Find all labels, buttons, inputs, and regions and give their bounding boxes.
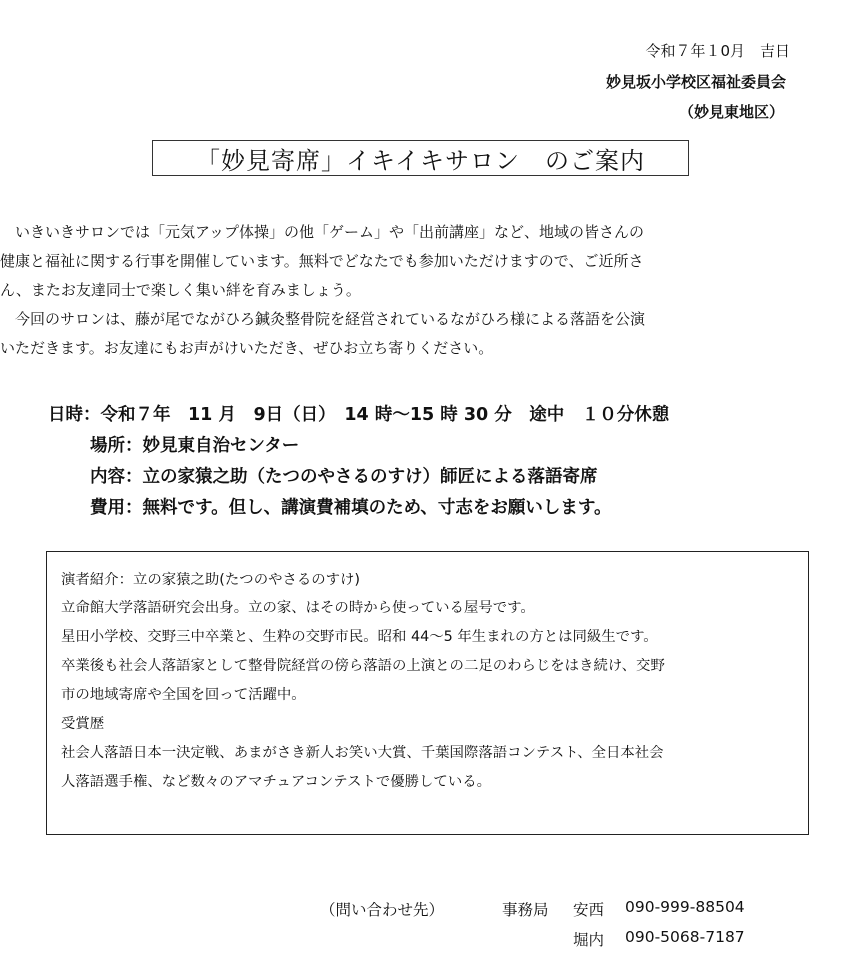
- intro-line: 健康と福祉に関する行事を開催しています。無料でどなたでも参加いただけますので、ご近所さ: [0, 252, 644, 270]
- profile-line: 受賞歴: [61, 716, 105, 732]
- intro-line: いきいきサロンでは「元気アップ体操」の他「ゲーム」や「出前講座」など、地域の皆さんの: [15, 223, 644, 241]
- event-content: 内容：立の家猿之助（たつのやさるのすけ）師匠による落語寄席: [90, 467, 598, 487]
- profile-line: 卒業後も社会人落語家として整骨院経営の傍ら落語の上演との二足のわらじをはき続け、交野: [61, 658, 665, 674]
- profile-line: 市の地域寄席や全国を回って活躍中。: [61, 687, 306, 703]
- contact-person1-name: 安西: [573, 901, 605, 919]
- contact-person2-name: 堀内: [573, 931, 605, 949]
- profile-line: 演者紹介：立の家猿之助(たつのやさるのすけ): [61, 572, 361, 588]
- contact-person2-phone: 090-5068-7187: [625, 928, 745, 946]
- intro-line: 今回のサロンは、藤が尾でながひろ鍼灸整骨院を経営されているながひろ様による落語を公演: [15, 310, 646, 328]
- contact-office: 事務局: [502, 901, 549, 919]
- intro-line: いただきます。お友達にもお声がけいただき、ぜひお立ち寄りください。: [0, 339, 494, 357]
- intro-line: ん、またお友達同士で楽しく集い絆を育みましょう。: [0, 281, 361, 299]
- performer-profile-box: [46, 551, 809, 835]
- profile-line: 星田小学校、交野三中卒業と、生粋の交野市民。昭和 44～5 年生まれの方とは同級生です。: [61, 629, 658, 645]
- contact-person1-phone: 090-999-88504: [625, 898, 745, 916]
- profile-line: 立命館大学落語研究会出身。立の家、はその時から使っている屋号です。: [61, 600, 535, 616]
- page-title: 「妙見寄席」イキイキサロン のご案内: [152, 140, 689, 176]
- event-datetime: 日時：令和７年 11 月 9日（日） 14 時～15 時 30 分 途中 １０分休憩: [48, 405, 670, 425]
- event-place: 場所：妙見東自治センター: [90, 436, 300, 456]
- event-cost: 費用：無料です。但し、講演費補填のため、寸志をお願いします。: [90, 498, 612, 518]
- district-name: （妙見東地区）: [678, 103, 784, 121]
- contact-label: （問い合わせ先）: [320, 901, 445, 919]
- issue-date: 令和７年１0月 吉日: [645, 42, 790, 60]
- profile-line: 人落語選手権、など数々のアマチュアコンテストで優勝している。: [61, 774, 491, 790]
- organization-name: 妙見坂小学校区福祉委員会: [605, 73, 786, 91]
- profile-line: 社会人落語日本一決定戦、あまがさき新人お笑い大賞、千葉国際落語コンテスト、全日本社会: [61, 745, 664, 761]
